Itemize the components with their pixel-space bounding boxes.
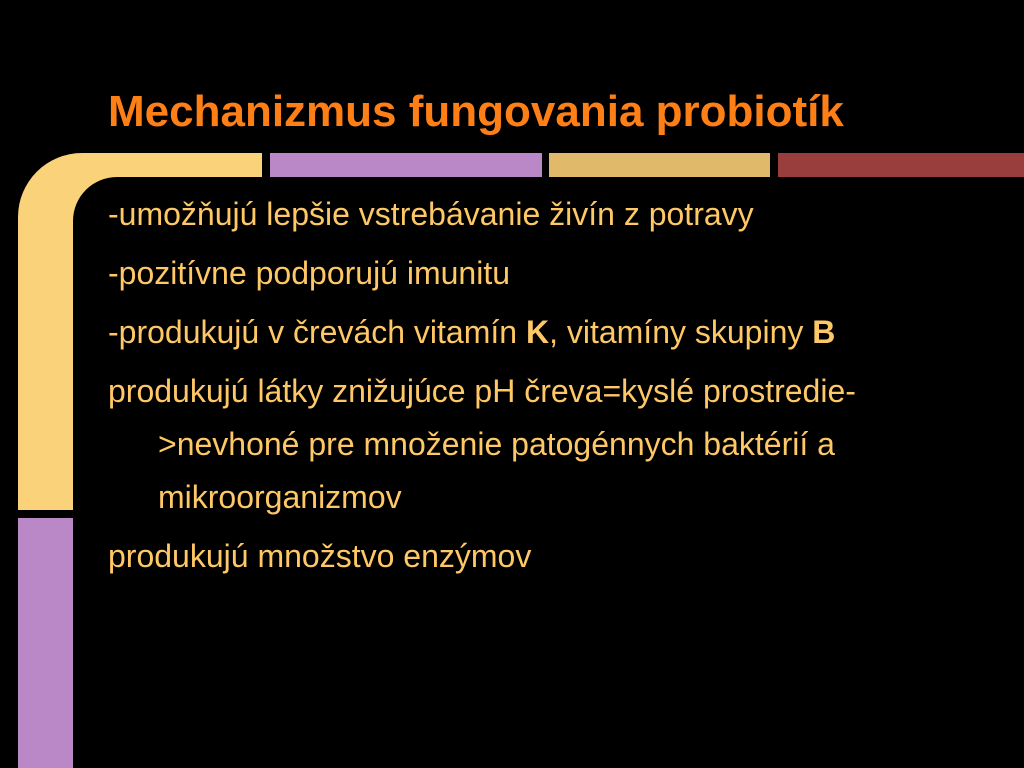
bullet-item-3 bbox=[108, 306, 988, 359]
slide-title: Mechanizmus fungovania probiotík bbox=[108, 87, 844, 136]
bullet-list bbox=[108, 188, 988, 589]
bullet-3-bold-k: K bbox=[525, 314, 550, 350]
bullet-item-4: produkujú látky znižujúce pH čreva=kyslé prostredie->nevhoné pre množenie patogénnych baktérií a mikroorganizmov bbox=[108, 373, 856, 515]
frame-side-purple bbox=[18, 518, 73, 768]
bullet-item-5: produkujú množstvo enzýmov bbox=[108, 538, 532, 574]
bullet-item-1: -umožňujú lepšie vstrebávanie živín z potravy bbox=[108, 196, 754, 232]
bullet-3-bold-b: B bbox=[812, 314, 836, 350]
frame-bar-red bbox=[778, 153, 1024, 177]
bullet-3-text-b: , vitamíny skupiny bbox=[549, 314, 813, 350]
frame-bar-purple bbox=[270, 153, 542, 177]
bullet-item-2: -pozitívne podporujú imunitu bbox=[108, 255, 511, 291]
frame-bar-gold bbox=[549, 153, 770, 177]
bullet-3-text-a: -produkujú v črevách vitamín bbox=[108, 314, 526, 350]
